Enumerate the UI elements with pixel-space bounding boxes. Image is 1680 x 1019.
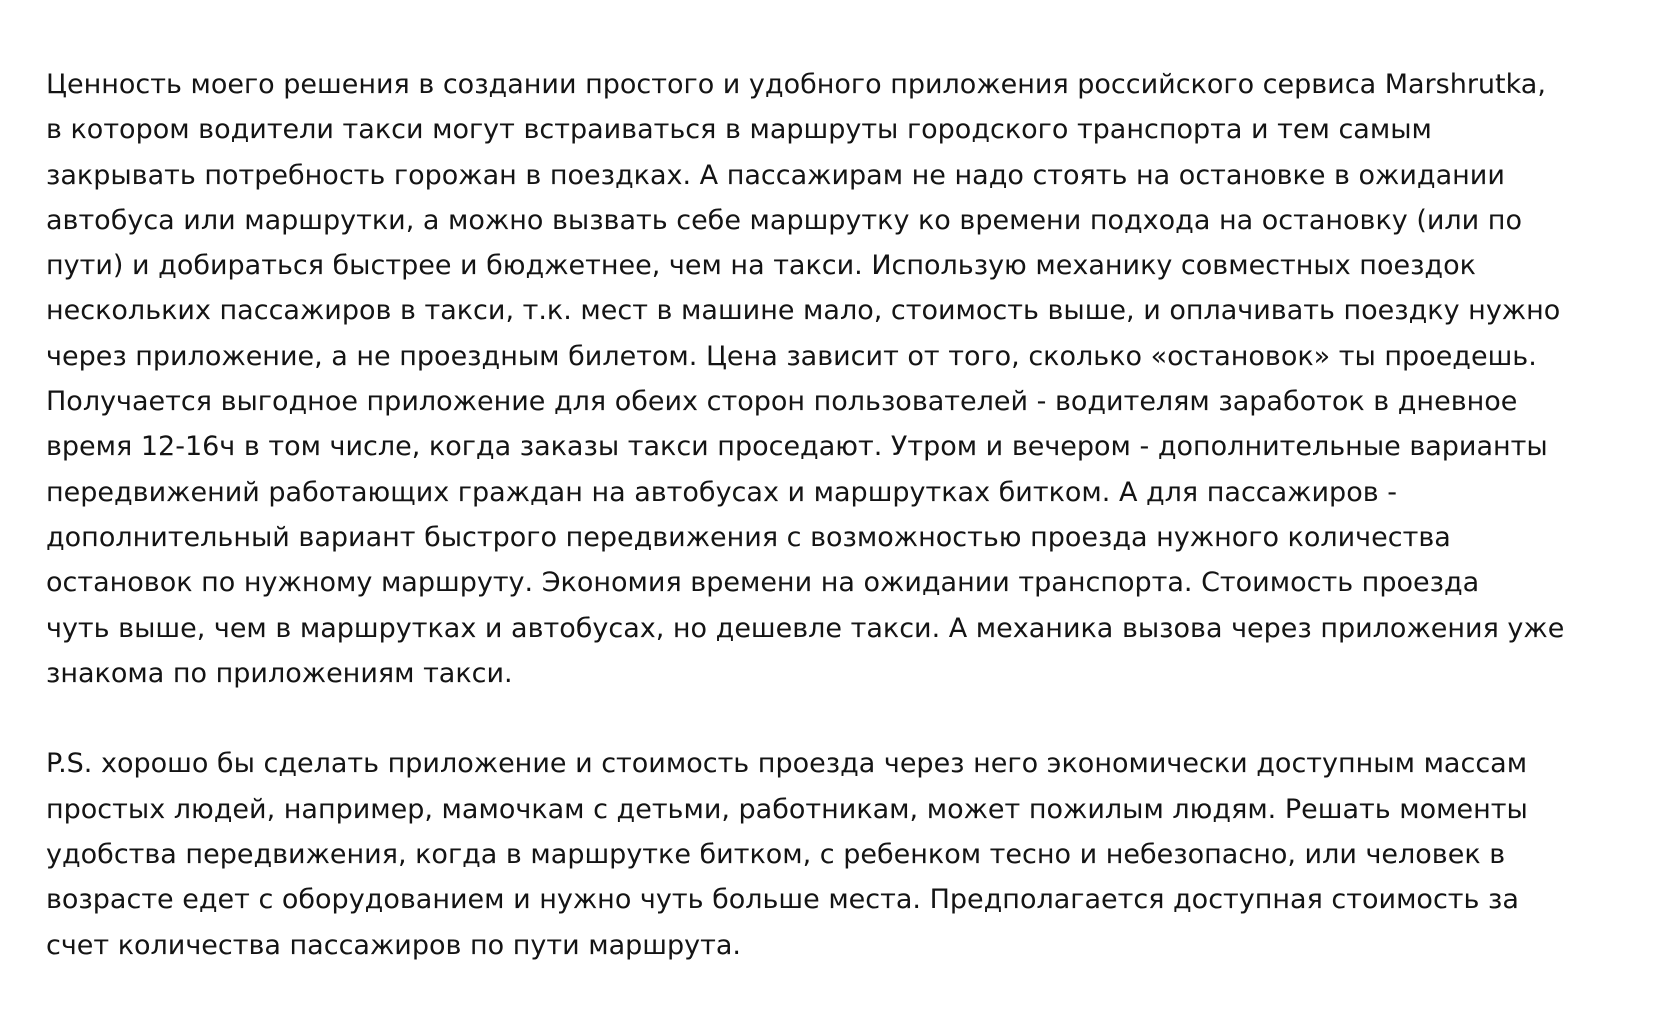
- text-line: пути) и добираться быстрее и бюджетнее, чем на такси. Использую механику совместных поездок: [46, 250, 1476, 282]
- text-line: дополнительный вариант быстрого передвижения с возможностью проезда нужного количества: [46, 521, 1451, 553]
- text-line: остановок по нужному маршруту. Экономия времени на ожидании транспорта. Стоимость проезда: [46, 567, 1480, 599]
- text-line: знакома по приложениям такси.: [46, 657, 513, 689]
- text-line: возрасте едет с оборудованием и нужно чуть больше места. Предполагается доступная стоимость за: [46, 884, 1519, 916]
- text-line: время 12-16ч в том числе, когда заказы такси проседают. Утром и вечером - дополнительные варианты: [46, 431, 1548, 463]
- text-line: P.S. хорошо бы сделать приложение и стоимость проезда через него экономически доступным массам: [46, 748, 1528, 780]
- paragraph-main: [46, 62, 1640, 696]
- text-line: простых людей, например, мамочкам с детьми, работникам, может пожилым людям. Решать моменты: [46, 793, 1528, 825]
- paragraph-spacer: [46, 696, 1640, 741]
- text-line: Получается выгодное приложение для обеих сторон пользователей - водителям заработок в дневное: [46, 386, 1518, 418]
- text-line: передвижений работающих граждан на автобусах и маршрутках битком. А для пассажиров -: [46, 476, 1397, 508]
- text-line: через приложение, а не проездным билетом. Цена зависит от того, сколько «остановок» ты проедешь.: [46, 340, 1537, 372]
- text-line: нескольких пассажиров в такси, т.к. мест в машине мало, стоимость выше, и оплачивать поездку нужно: [46, 295, 1561, 327]
- text-line: чуть выше, чем в маршрутках и автобусах, но дешевле такси. А механика вызова через приложения уже: [46, 612, 1565, 644]
- text-line: счет количества пассажиров по пути маршрута.: [46, 929, 741, 961]
- text-line: автобуса или маршрутки, а можно вызвать себе маршрутку ко времени подхода на остановку (или по: [46, 204, 1522, 236]
- text-line: закрывать потребность горожан в поездках. А пассажирам не надо стоять на остановке в ожидании: [46, 159, 1505, 191]
- text-line: удобства передвижения, когда в маршрутке битком, с ребенком тесно и небезопасно, или человек в: [46, 839, 1506, 871]
- text-line: Ценность моего решения в создании простого и удобного приложения российского сервиса Marshrutka,: [46, 69, 1546, 100]
- text-line: в котором водители такси могут встраиваться в маршруты городского транспорта и тем самым: [46, 114, 1432, 146]
- paragraph-postscript: [46, 741, 1640, 967]
